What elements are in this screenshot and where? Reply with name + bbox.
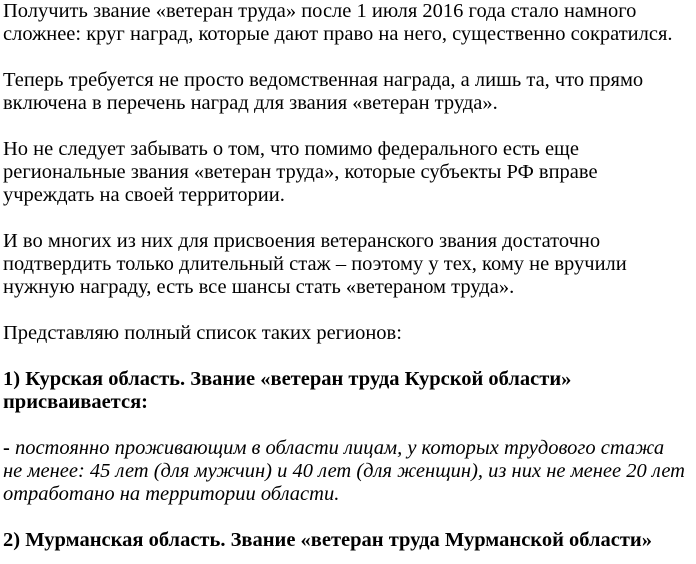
paragraph-regional: [3, 138, 695, 207]
text-line: отработано на территории области.: [3, 483, 340, 505]
text-line: И во многих из них для присвоения ветеранского звания достаточно: [3, 230, 601, 252]
text-line: Представляю полный список таких регионов:: [3, 322, 402, 344]
heading-kursk: [3, 368, 695, 414]
text-line: нужную награду, есть все шансы стать «ветераном труда».: [3, 276, 515, 298]
heading-line: присваивается:: [3, 391, 149, 413]
text-line: учреждать на своей территории.: [3, 184, 285, 206]
text-line: включена в перечень наград для звания «ветеран труда».: [3, 92, 498, 114]
paragraph-list-intro: [3, 322, 695, 345]
paragraph-requirement: [3, 69, 695, 115]
heading-line: 2) Мурманская область. Звание «ветеран труда Мурманской области»: [3, 529, 652, 551]
paragraph-kursk-condition: [3, 437, 695, 506]
text-line: не менее: 45 лет (для мужчин) и 40 лет (для женщин), из них не менее 20 лет: [3, 460, 685, 482]
list-dash: -: [3, 437, 10, 459]
text-line: Получить звание «ветеран труда» после 1 июля 2016 года стало намного: [3, 0, 637, 22]
text-line: региональные звания «ветеран труда», которые субъекты РФ вправе: [3, 161, 598, 183]
paragraph-intro: [3, 0, 695, 46]
heading-line: 1) Курская область. Звание «ветеран труда Курской области»: [3, 368, 572, 390]
heading-murmansk: [3, 529, 695, 552]
paragraph-seniority: [3, 230, 695, 299]
text-line: Но не следует забывать о том, что помимо федерального есть еще: [3, 138, 579, 160]
text-line: подтвердить только длительный стаж – поэтому у тех, кому не вручили: [3, 253, 627, 275]
article-body: [3, 0, 695, 552]
text-line: сложнее: круг наград, которые дают право на него, существенно сократился.: [3, 23, 673, 45]
italic-text: постоянно проживающим в области лицам, у которых трудового стажа: [9, 437, 665, 459]
text-line: [3, 437, 695, 460]
text-line: Теперь требуется не просто ведомственная награда, а лишь та, что прямо: [3, 69, 644, 91]
